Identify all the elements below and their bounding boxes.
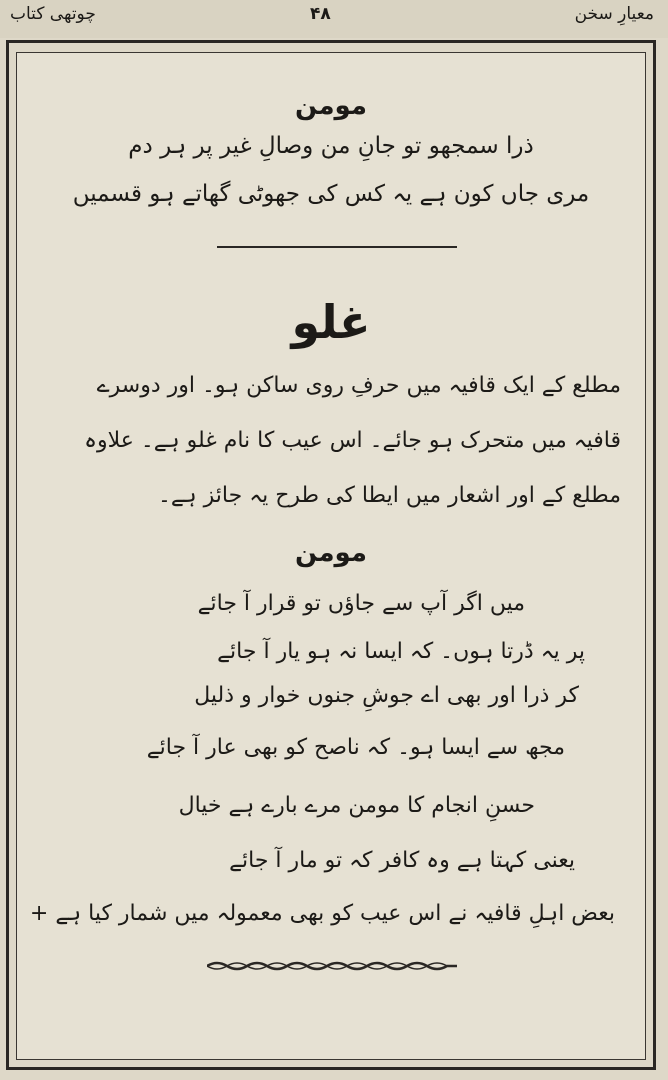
page-header <box>0 0 668 38</box>
poem-line-5: حسنِ انجام کا مومن مرے بارے ہے خیال <box>178 793 535 818</box>
poem-line-2: پر یہ ڈرتا ہوں۔ کہ ایسا نہ ہو یار آ جائے <box>217 639 585 664</box>
paragraph-line-3: مطلع کے اور اشعار میں ایطا کی طرح یہ جائز ہے۔ <box>157 483 621 508</box>
paragraph-line-1: مطلع کے ایک قافیہ میں حرفِ روی ساکن ہو۔ اور دوسرے <box>96 373 621 398</box>
poet-title-1: مومن <box>295 91 367 121</box>
poem-line-3: کر ذرا اور بھی اے جوشِ جنوں خوار و ذلیل <box>194 683 579 708</box>
verse-line-1: ذرا سمجھو تو جانِ من وصالِ غیر پر ہر دم <box>128 133 534 159</box>
verse-line-2: مری جاں کون ہے یہ کس کی جھوٹی گھاتے ہو قسمیں <box>72 181 590 207</box>
chapter-label: چوتھی کتاب <box>10 4 96 24</box>
section-divider <box>217 246 457 248</box>
ornament-divider <box>207 959 457 973</box>
closing-note: بعض اہلِ قافیہ نے اس عیب کو بھی معمولہ میں شمار کیا ہے + <box>29 901 615 926</box>
poem-line-6: یعنی کہتا ہے وہ کافر کہ تو مار آ جائے <box>229 848 575 873</box>
page-body <box>16 52 646 1060</box>
page-number: ۴۸ <box>310 4 331 24</box>
section-heading: غلو <box>291 295 371 349</box>
poem-line-1: میں اگر آپ سے جاؤں تو قرار آ جائے <box>197 591 525 616</box>
paragraph-line-2: قافیہ میں متحرک ہو جائے۔ اس عیب کا نام غلو ہے۔ علاوہ <box>84 428 621 453</box>
book-title: معیارِ سخن <box>574 4 654 24</box>
poet-title-2: مومن <box>295 538 367 568</box>
poem-line-4: مجھ سے ایسا ہو۔ کہ ناصح کو بھی عار آ جائے <box>146 735 565 760</box>
